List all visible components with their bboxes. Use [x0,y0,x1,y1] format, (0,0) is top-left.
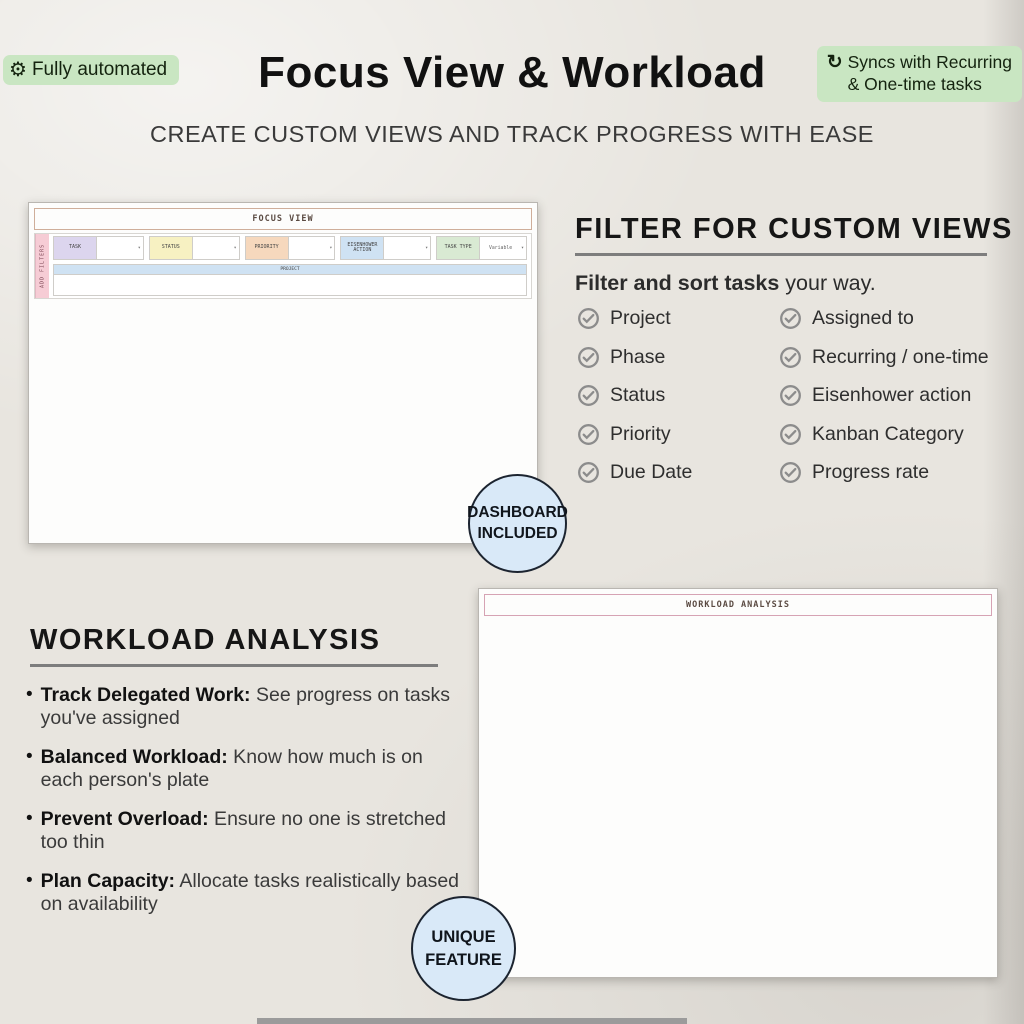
filter-item-progress-rate [779,460,989,485]
workload-bullet-track-delegated-work [26,684,464,730]
filter-intro-rest: your way. [779,271,876,295]
filter-item-status [577,383,779,408]
filter-item-label: Phase [610,345,666,368]
workload-banner: WORKLOAD ANALYSIS [484,594,992,616]
filter-task[interactable] [53,236,144,260]
check-circle-icon [779,307,802,330]
filter-label: PRIORITY [246,237,289,259]
filter-item-label: Priority [610,422,671,445]
bottom-strip [257,1018,687,1024]
filter-task-type[interactable] [436,236,527,260]
filter-label: TASK [54,237,97,259]
bullet-text: Prevent Overload: Ensure no one is stretched too thin [40,808,447,853]
workload-heading-rule [30,664,438,667]
check-circle-icon [779,423,802,446]
bullet-dot: • [26,684,33,705]
filter-item-eisenhower-action [779,383,989,408]
page-title: Focus View & Workload [258,48,766,97]
filter-value [289,237,330,259]
filter-item-recurring-one-time [779,345,989,370]
bullet-bold: Balanced Workload: [40,746,228,768]
filter-label: EISENHOWER ACTION [341,237,384,259]
workload-controls [484,619,576,723]
unique-feature-badge [411,896,516,1001]
filter-value [97,237,138,259]
filter-eisenhower-action[interactable] [340,236,431,260]
focus-view-sheet [28,202,538,544]
workload-bullet-plan-capacity [26,870,464,916]
check-circle-icon [577,384,600,407]
bullet-bold: Prevent Overload: [40,808,209,830]
check-circle-icon [779,346,802,369]
filter-status[interactable] [149,236,240,260]
filter-checklist-column-1 [577,306,779,485]
unique-badge-line2: FEATURE [425,950,502,969]
filter-item-due-date [577,460,779,485]
filter-group-project [53,264,527,296]
workload-bullet-list [26,684,464,916]
bullet-bold: Track Delegated Work: [40,684,251,706]
filter-item-label: Due Date [610,461,693,483]
filter-item-label: Assigned to [812,307,914,329]
dashboard-badge-line2: INCLUDED [477,524,558,542]
workload-section-heading: WORKLOAD ANALYSIS [30,624,381,656]
filter-section-intro [575,271,876,296]
workload-overview-row [484,619,992,723]
filter-item-phase [577,345,779,370]
dashboard-badge-line1: DASHBOARD [467,504,568,522]
bullet-text: Track Delegated Work: See progress on tasks you've assigned [40,684,450,729]
filter-item-label: Recurring / one-time [812,345,989,368]
filter-group-header: PROJECT [54,265,526,275]
filter-intro-bold: Filter and sort tasks [575,271,780,295]
filter-label: STATUS [150,237,193,259]
filter-checklist [577,306,997,485]
focus-kpi-row [34,302,532,394]
filters-row-1 [53,236,527,260]
fully-automated-label: Fully automated [31,59,168,80]
workload-analysis-sheet [478,588,998,978]
dropdown-arrow-icon: ▾ [233,245,237,252]
syncs-badge-label: Syncs with Recurring & One-time tasks [847,52,1012,94]
filter-section-heading: FILTER FOR CUSTOM VIEWS [575,213,1013,245]
filter-item-project [577,306,779,331]
check-circle-icon [577,307,600,330]
filter-value [193,237,234,259]
task-table-wrap [34,397,532,538]
filter-heading-rule [575,253,987,256]
dropdown-arrow-icon: ▾ [329,245,333,252]
filter-item-label: Progress rate [812,461,930,483]
focus-filters [34,233,532,299]
check-circle-icon [577,461,600,484]
filter-label: TASK TYPE [437,237,480,259]
gear-icon: ⚙ [9,59,27,81]
bullet-bold: Plan Capacity: [40,870,176,892]
filter-item-assigned-to [779,306,989,331]
filter-item-priority [577,422,779,447]
bullet-dot: • [26,870,33,891]
check-circle-icon [779,384,802,407]
filter-item-label: Kanban Category [812,422,964,445]
filter-value [384,237,425,259]
filter-item-kanban-category [779,422,989,447]
unique-badge-line1: UNIQUE [431,928,496,947]
dropdown-arrow-icon: ▾ [137,245,141,252]
filters-row-2 [53,264,527,296]
workload-bullet-prevent-overload [26,808,464,854]
bullet-text: Balanced Workload: Know how much is on each person's plate [40,746,423,791]
check-circle-icon [577,423,600,446]
dashboard-included-badge [468,474,567,573]
filter-item-label: Status [610,384,666,406]
filter-item-label: Project [610,307,671,329]
bullet-text: Plan Capacity: Allocate tasks realistically based on availability [40,870,460,915]
focus-view-banner: FOCUS VIEW [34,208,532,230]
filter-value: Variable [489,245,513,251]
workload-bullet-balanced-workload [26,746,464,792]
filter-checklist-column-2 [779,306,989,485]
check-circle-icon [577,346,600,369]
add-filters-label: ADD FILTERS [35,234,49,298]
bullet-dot: • [26,808,33,829]
filter-item-label: Eisenhower action [812,384,972,406]
dropdown-arrow-icon: ▾ [520,245,524,252]
sync-icon: ↻ [826,52,843,73]
person-cards [484,728,992,972]
check-circle-icon [779,461,802,484]
filter-priority[interactable] [245,236,336,260]
dropdown-arrow-icon: ▾ [425,245,429,252]
syncs-badge [817,46,1022,102]
bullet-dot: • [26,746,33,767]
filters-grid [49,234,531,298]
page-subtitle: CREATE CUSTOM VIEWS AND TRACK PROGRESS WITH EASE [150,121,874,147]
